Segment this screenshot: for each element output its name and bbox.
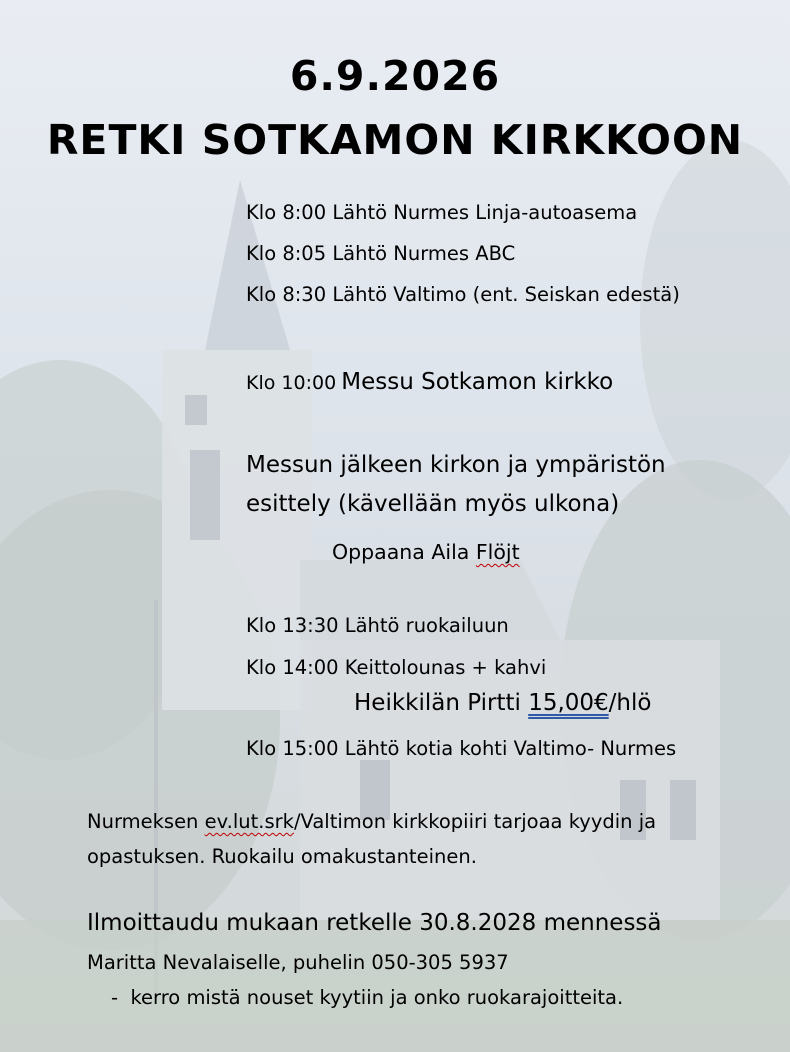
info-line-1: [87, 810, 656, 833]
venue-prefix: Heikkilän Pirtti: [354, 690, 529, 716]
signup-note-line: [111, 986, 623, 1009]
departure-1: Klo 8:00 Lähtö Nurmes Linja-autoasema: [246, 201, 638, 224]
guide-line: [332, 540, 520, 564]
venue-line: [354, 690, 651, 716]
signup-note: kerro mistä nouset kyytiin ja onko ruokarajoitteita.: [130, 986, 624, 1009]
departure-3: Klo 8:30 Lähtö Valtimo (ent. Seiskan edestä): [246, 283, 680, 306]
price-suffix: /hlö: [608, 690, 652, 716]
tour-line-2: esittely (kävellään myös ulkona): [246, 491, 620, 517]
info-parish: ev.lut.srk: [204, 810, 294, 833]
event-date: 6.9.2026: [289, 52, 501, 100]
mass-time: Klo 10:00: [246, 372, 337, 394]
signup-contact: Maritta Nevalaiselle, puhelin 050-305 5937: [87, 951, 509, 974]
info-prefix: Nurmeksen: [87, 810, 205, 833]
mass-line: [246, 369, 613, 395]
event-title: RETKI SOTKAMON KIRKKOON: [46, 116, 744, 164]
lunch-departure: Klo 13:30 Lähtö ruokailuun: [246, 614, 509, 637]
lunch-item: Klo 14:00 Keittolounas + kahvi: [246, 656, 547, 679]
info-line-2: opastuksen. Ruokailu omakustanteinen.: [87, 845, 477, 868]
tour-line-1: Messun jälkeen kirkon ja ympäristön: [246, 452, 666, 478]
return-departure: Klo 15:00 Lähtö kotia kohti Valtimo- Nurmes: [246, 737, 677, 760]
signup-heading: Ilmoittaudu mukaan retkelle 30.8.2028 mennessä: [87, 910, 662, 936]
price: 15,00€: [528, 690, 609, 716]
departure-2: Klo 8:05 Lähtö Nurmes ABC: [246, 242, 516, 265]
mass-text: Messu Sotkamon kirkko: [341, 369, 614, 395]
guide-name: Flöjt: [475, 540, 520, 564]
guide-prefix: Oppaana Aila: [332, 540, 476, 564]
bullet-dash: -: [111, 986, 119, 1009]
info-suffix: /Valtimon kirkkopiiri tarjoaa kyydin ja: [293, 810, 657, 833]
